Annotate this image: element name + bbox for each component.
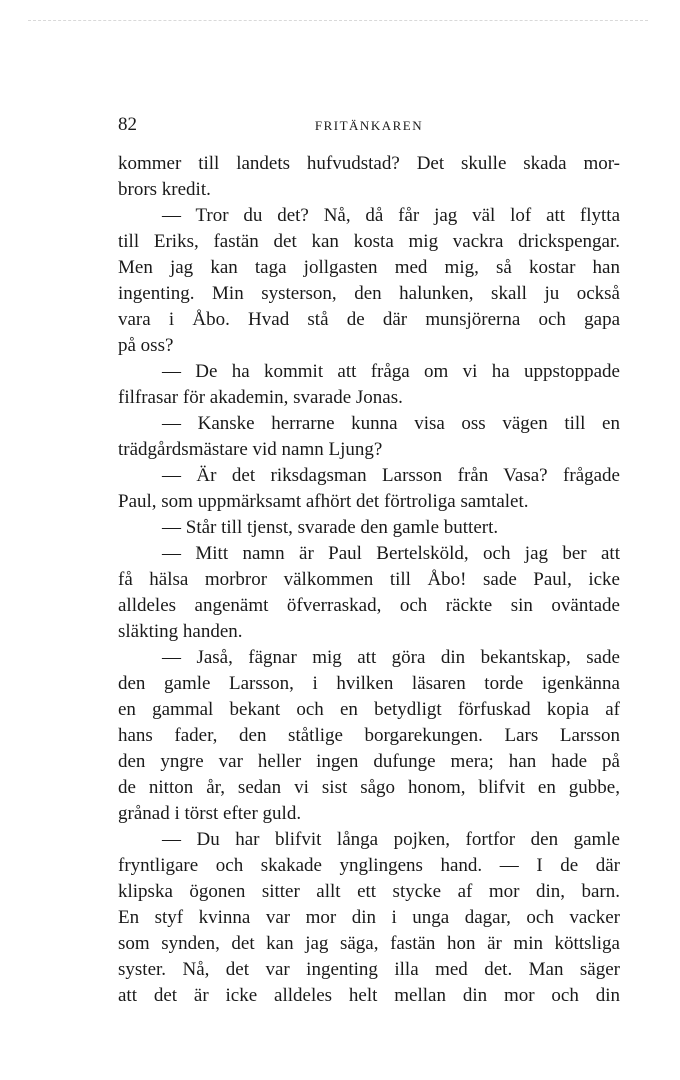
text-line: Paul, som uppmärksamt afhört det förtroliga samtalet. xyxy=(118,491,529,512)
text-line: brors kredit. xyxy=(118,179,211,200)
text-line: filfrasar för akademin, svarade Jonas. xyxy=(118,387,403,408)
text-line: ingenting. Min systerson, den halunken, skall ju också xyxy=(118,283,620,304)
text-line: — Kanske herrarne kunna visa oss vägen till en xyxy=(162,413,620,434)
text-line: — Tror du det? Nå, då får jag väl lof att flytta xyxy=(162,205,620,226)
text-line: grånad i törst efter guld. xyxy=(118,803,302,824)
text-line: — Är det riksdagsman Larsson från Vasa? frågade xyxy=(162,465,620,486)
text-line: att det är icke alldeles helt mellan din mor och din xyxy=(118,985,620,1006)
text-line: en gammal bekant och en betydligt förfuskad kopia af xyxy=(118,699,620,720)
text-line: den yngre var heller ingen dufunge mera; han hade på xyxy=(118,751,620,772)
running-title: FRITÄNKAREN xyxy=(314,118,424,133)
text-line: — Du har blifvit långa pojken, fortfor den gamle xyxy=(162,829,620,850)
text-line: En styf kvinna var mor din i unga dagar, och vacker xyxy=(118,907,620,928)
text-line: trädgårdsmästare vid namn Ljung? xyxy=(118,439,383,460)
text-line: — Står till tjenst, svarade den gamle buttert. xyxy=(162,517,499,538)
text-line: på oss? xyxy=(118,335,174,356)
scan-edge-mark xyxy=(28,20,648,21)
text-line: kommer till landets hufvudstad? Det skulle skada mor- xyxy=(118,153,620,174)
text-line: — De ha kommit att fråga om vi ha uppstoppade xyxy=(162,361,620,382)
text-line: fryntligare och skakade ynglingens hand. — I de där xyxy=(118,855,620,876)
text-line: till Eriks, fastän det kan kosta mig vackra drickspengar. xyxy=(118,231,620,252)
text-line: Men jag kan taga jollgasten med mig, så kostar han xyxy=(118,257,620,278)
text-line: som synden, det kan jag säga, fastän hon är min köttsliga xyxy=(118,933,620,954)
page-number: 82 xyxy=(118,114,137,135)
body-text xyxy=(118,151,620,1009)
text-line: alldeles angenämt öfverraskad, och räckte sin oväntade xyxy=(118,595,620,616)
text-line: — Mitt namn är Paul Bertelsköld, och jag ber att xyxy=(162,543,620,564)
text-line: hans fader, den ståtlige borgarekungen. Lars Larsson xyxy=(118,725,620,746)
text-line: klipska ögonen sitter allt ett stycke af mor din, barn. xyxy=(118,881,620,902)
text-line: den gamle Larsson, i hvilken läsaren torde igenkänna xyxy=(118,673,620,694)
text-line: syster. Nå, det var ingenting illa med det. Man säger xyxy=(118,959,620,980)
text-line: vara i Åbo. Hvad stå de där munsjörerna och gapa xyxy=(118,309,620,330)
page-header xyxy=(118,113,620,137)
text-line: — Jaså, fägnar mig att göra din bekantskap, sade xyxy=(162,647,620,668)
text-line: få hälsa morbror välkommen till Åbo! sade Paul, icke xyxy=(118,569,620,590)
text-line: släkting handen. xyxy=(118,621,243,642)
text-line: de nitton år, sedan vi sist sågo honom, blifvit en gubbe, xyxy=(118,777,620,798)
